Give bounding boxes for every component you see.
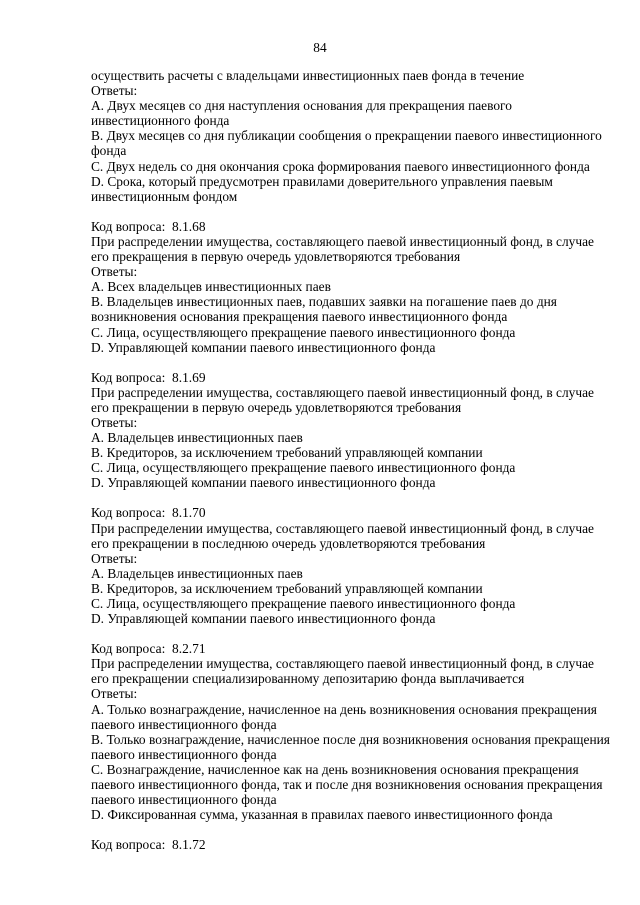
question-code-label: Код вопроса:: [91, 218, 166, 234]
answer-line: B. Только вознаграждение, начисленное после дня возникновения основания прекращения: [91, 731, 610, 747]
page-number: 84: [313, 40, 327, 55]
question-block: [91, 505, 611, 626]
question-block: [91, 837, 611, 852]
answer-line: B. Двух месяцев со дня публикации сообщения о прекращении паевого инвестиционного: [91, 128, 602, 144]
answer-line: C. Двух недель со дня окончания срока формирования паевого инвестиционного фонда: [91, 158, 590, 174]
answer-line: A. Всех владельцев инвестиционных паев: [91, 279, 331, 295]
question-code: [91, 219, 611, 234]
question-text-line: его прекращении в последнюю очередь удовлетворяются требования: [91, 535, 486, 551]
answer-line: паевого инвестиционного фонда: [91, 716, 277, 732]
answer-line: B. Владельцев инвестиционных паев, подавших заявки на погашение паев до дня: [91, 294, 557, 310]
intro-continuation: [91, 68, 611, 204]
question-code-value: 8.2.71: [172, 641, 206, 657]
question-code-label: Код вопроса:: [91, 837, 166, 853]
question-text-line: При распределении имущества, составляющего паевой инвестиционный фонд, в случае: [91, 520, 594, 536]
answers-label: Ответы:: [91, 686, 138, 702]
answer-line: D. Управляющей компании паевого инвестиционного фонда: [91, 611, 436, 627]
answer-line: паевого инвестиционного фонда: [91, 746, 277, 762]
question-block: [91, 370, 611, 491]
answer-line: B. Кредиторов, за исключением требований управляющей компании: [91, 445, 483, 461]
answer-line: A. Только вознаграждение, начисленное на день возникновения основания прекращения: [91, 701, 597, 717]
answers-label: Ответы:: [91, 414, 138, 430]
question-code-value: 8.1.68: [172, 218, 206, 234]
question-text-line: его прекращения в первую очередь удовлетворяются требования: [91, 249, 461, 265]
question-text-line: При распределении имущества, составляющего паевой инвестиционный фонд, в случае: [91, 233, 594, 249]
question-code: [91, 370, 611, 385]
answer-line: A. Владельцев инвестиционных паев: [91, 430, 303, 446]
answer-line: C. Лица, осуществляющего прекращение паевого инвестиционного фонда: [91, 596, 516, 611]
question-code-value: 8.1.72: [172, 837, 206, 853]
question-block: [91, 219, 611, 355]
answer-line: паевого инвестиционного фонда, так и после дня возникновения основания прекращения: [91, 777, 603, 793]
answer-line: B. Кредиторов, за исключением требований управляющей компании: [91, 580, 483, 596]
answer-line: возникновения основания прекращения паевого инвестиционного фонда: [91, 309, 508, 325]
answer-line: инвестиционным фондом: [91, 188, 238, 204]
question-code: [91, 641, 611, 656]
answer-line: D. Управляющей компании паевого инвестиционного фонда: [91, 475, 436, 491]
answer-line: C. Вознаграждение, начисленное как на день возникновения основания прекращения: [91, 761, 579, 777]
question-text-line: его прекращении специализированному депозитарию фонда выплачивается: [91, 671, 525, 687]
question-text-line: осуществить расчеты с владельцами инвестиционных паев фонда в течение: [91, 68, 525, 83]
answer-line: фонда: [91, 143, 127, 159]
answers-label: Ответы:: [91, 264, 138, 280]
question-code: [91, 505, 611, 520]
question-code-label: Код вопроса:: [91, 369, 166, 385]
question-code: [91, 837, 611, 852]
question-code-value: 8.1.69: [172, 369, 206, 385]
answer-line: A. Двух месяцев со дня наступления основания для прекращения паевого: [91, 98, 512, 114]
answer-line: паевого инвестиционного фонда: [91, 792, 277, 808]
answers-label: Ответы:: [91, 83, 138, 99]
document-body: [91, 68, 611, 852]
question-text-line: его прекращении в первую очередь удовлетворяются требования: [91, 399, 462, 415]
answer-line: C. Лица, осуществляющего прекращение паевого инвестиционного фонда: [91, 460, 516, 476]
question-text-line: При распределении имущества, составляющего паевой инвестиционный фонд, в случае: [91, 656, 594, 672]
answer-line: A. Владельцев инвестиционных паев: [91, 565, 303, 581]
answer-line: инвестиционного фонда: [91, 113, 230, 129]
answers-label: Ответы:: [91, 550, 138, 566]
question-code-value: 8.1.70: [172, 505, 206, 521]
question-text-line: При распределении имущества, составляющего паевой инвестиционный фонд, в случае: [91, 384, 594, 400]
answer-line: D. Управляющей компании паевого инвестиционного фонда: [91, 339, 436, 355]
answer-line: D. Срока, который предусмотрен правилами доверительного управления паевым: [91, 173, 553, 189]
answer-line: D. Фиксированная сумма, указанная в правилах паевого инвестиционного фонда: [91, 807, 553, 823]
question-code-label: Код вопроса:: [91, 641, 166, 657]
answer-line: C. Лица, осуществляющего прекращение паевого инвестиционного фонда: [91, 324, 516, 340]
question-block: [91, 641, 611, 822]
question-code-label: Код вопроса:: [91, 505, 166, 521]
